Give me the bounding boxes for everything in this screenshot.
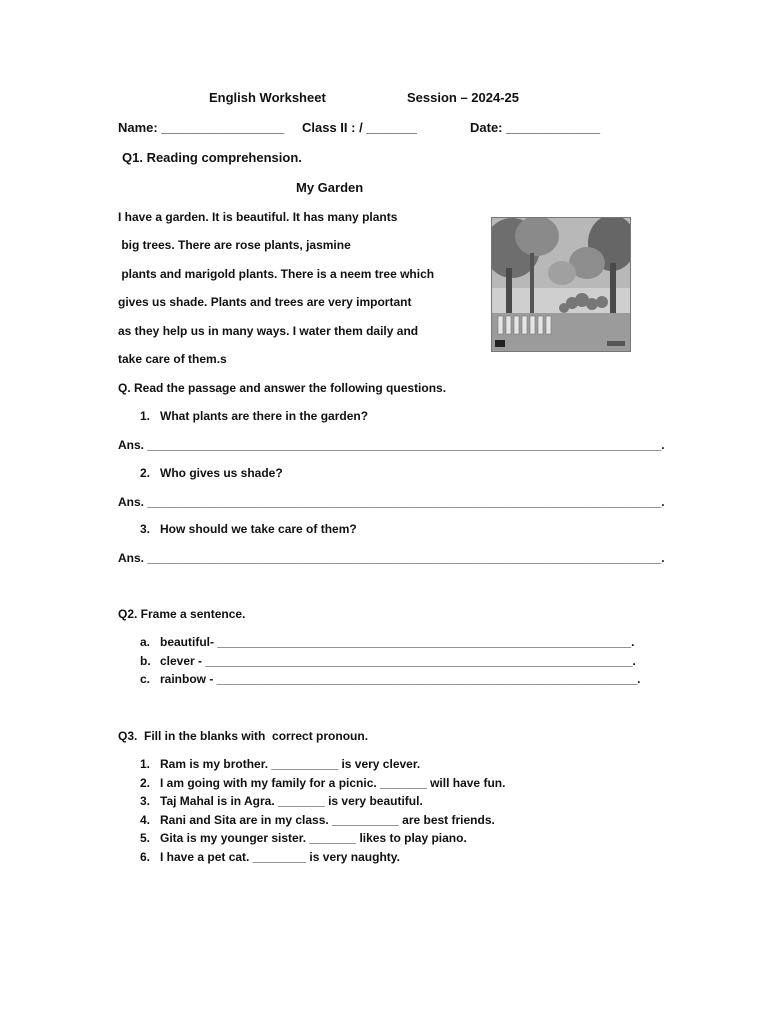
q1-instruction: Q. Read the passage and answer the following questions. — [118, 381, 447, 395]
passage-line: plants and marigold plants. There is a neem tree which — [118, 267, 435, 281]
fill-blank-sentence[interactable]: Ram is my brother. __________ is very clever. — [160, 757, 421, 771]
name-field-label: Name: _________________ — [118, 120, 285, 135]
item-number: 3. — [140, 794, 151, 808]
item-letter: a. — [140, 635, 151, 649]
passage-line: gives us shade. Plants and trees are very important — [118, 295, 412, 309]
passage-line: as they help us in many ways. I water them daily and — [118, 324, 419, 338]
fill-blank-sentence[interactable]: Taj Mahal is in Agra. _______ is very beautiful. — [160, 794, 423, 808]
sentence-line[interactable]: clever - ________________________________________________________________. — [160, 654, 636, 668]
worksheet-title: English Worksheet — [209, 90, 326, 105]
item-letter: b. — [140, 654, 151, 668]
passage-line: big trees. There are rose plants, jasmine — [118, 238, 351, 252]
question-text: What plants are there in the garden? — [160, 409, 369, 423]
answer-line[interactable]: Ans. _____________________________________________________________________________. — [118, 438, 665, 452]
answer-line[interactable]: Ans. _____________________________________________________________________________. — [118, 495, 665, 509]
answer-line[interactable]: Ans. _____________________________________________________________________________. — [118, 551, 665, 565]
question-text: Who gives us shade? — [160, 466, 283, 480]
question-number: 1. — [140, 409, 151, 423]
q1-heading: Q1. Reading comprehension. — [122, 150, 302, 165]
story-title: My Garden — [296, 180, 364, 195]
q2-heading: Q2. Frame a sentence. — [118, 607, 246, 621]
passage-line: take care of them.s — [118, 352, 227, 366]
fill-blank-sentence[interactable]: Gita is my younger sister. _______ likes to play piano. — [160, 831, 467, 845]
item-letter: c. — [140, 672, 151, 686]
item-number: 4. — [140, 813, 151, 827]
question-number: 2. — [140, 466, 151, 480]
sentence-line[interactable]: rainbow - _______________________________________________________________. — [160, 672, 641, 686]
fill-blank-sentence[interactable]: I am going with my family for a picnic. _______ will have fun. — [160, 776, 506, 790]
fill-blank-sentence[interactable]: Rani and Sita are in my class. __________ are best friends. — [160, 813, 495, 827]
q3-heading: Q3. Fill in the blanks with correct pronoun. — [118, 729, 369, 743]
passage-line: I have a garden. It is beautiful. It has many plants — [118, 210, 398, 224]
item-number: 6. — [140, 850, 151, 864]
sentence-line[interactable]: beautiful- ______________________________________________________________. — [160, 635, 635, 649]
item-number: 1. — [140, 757, 151, 771]
item-number: 5. — [140, 831, 151, 845]
session-label: Session – 2024-25 — [407, 90, 520, 105]
garden-illustration — [491, 217, 631, 352]
date-field-label: Date: _____________ — [470, 120, 601, 135]
question-text: How should we take care of them? — [160, 522, 357, 536]
class-field-label: Class II : / _______ — [302, 120, 417, 135]
fill-blank-sentence[interactable]: I have a pet cat. ________ is very naughty. — [160, 850, 400, 864]
question-number: 3. — [140, 522, 151, 536]
item-number: 2. — [140, 776, 151, 790]
